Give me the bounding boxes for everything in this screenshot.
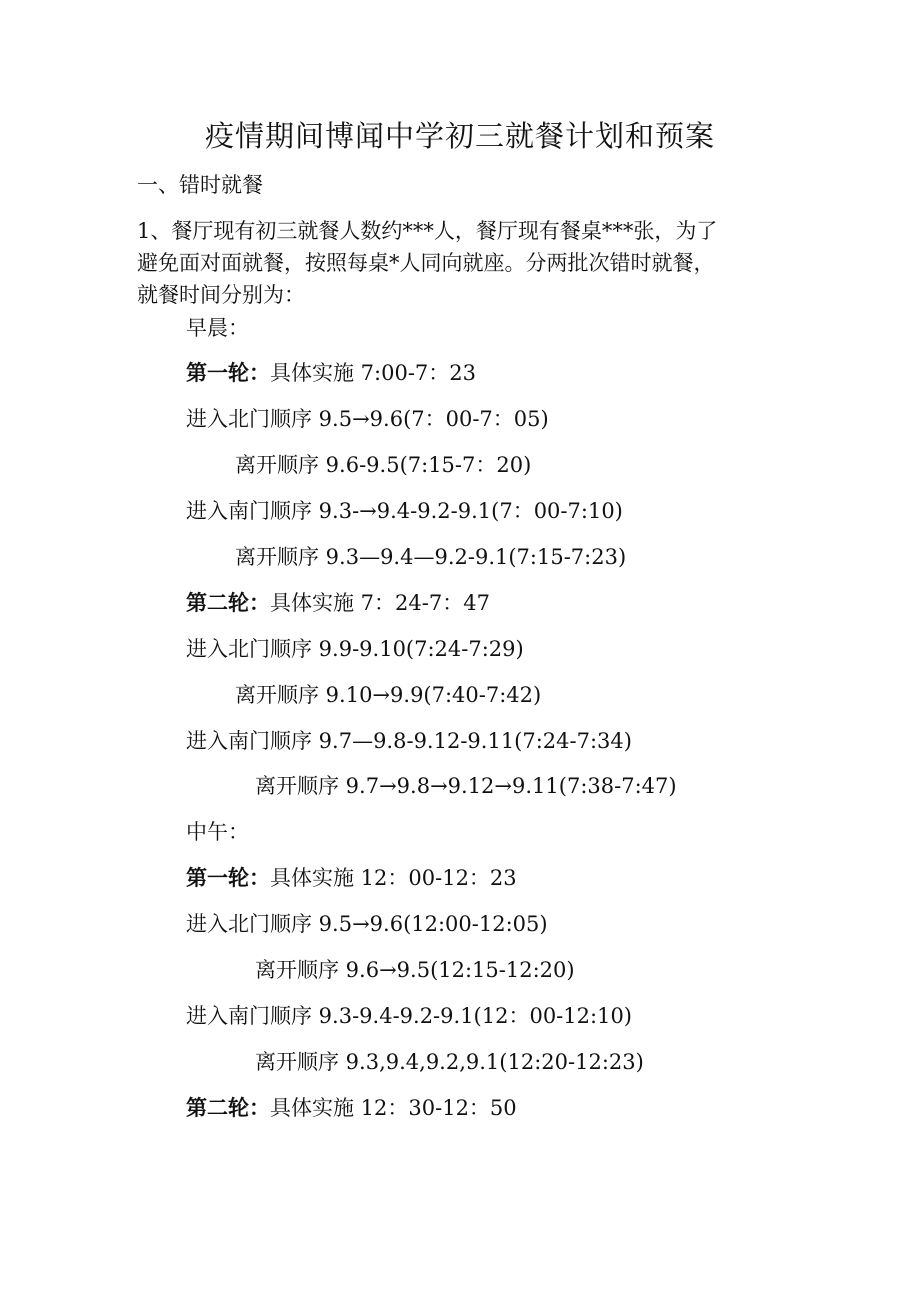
noon-round2-label: 第二轮： xyxy=(186,1095,270,1120)
morning-round1-time: 具体实施 7:00-7：23 xyxy=(270,361,477,385)
noon-round1-south-out: 离开顺序 9.3,9.4,9.2,9.1(12:20-12:23) xyxy=(255,1050,644,1074)
intro-line-1: 1、餐厅现有初三就餐人数约***人，餐厅现有餐桌***张，为了 xyxy=(137,219,718,243)
noon-round1-time: 具体实施 12：00-12：23 xyxy=(270,866,517,890)
noon-round2-time: 具体实施 12：30-12：50 xyxy=(270,1096,517,1120)
morning-round2-north-in: 进入北门顺序 9.9-9.10(7:24-7:29) xyxy=(186,637,524,661)
noon-round1-line xyxy=(186,863,517,893)
morning-round2-time: 具体实施 7：24-7：47 xyxy=(270,591,490,615)
intro-line-3: 就餐时间分别为： xyxy=(137,283,305,307)
morning-round1-label: 第一轮： xyxy=(186,360,270,385)
morning-round2-line xyxy=(186,588,490,618)
morning-round1-north-in: 进入北门顺序 9.5→9.6(7：00-7：05) xyxy=(186,407,549,431)
morning-round1-south-out: 离开顺序 9.3—9.4—9.2-9.1(7:15-7:23) xyxy=(235,545,627,569)
morning-round2-label: 第二轮： xyxy=(186,590,270,615)
section-heading: 一、错时就餐 xyxy=(137,173,263,197)
noon-round1-north-in: 进入北门顺序 9.5→9.6(12:00-12:05) xyxy=(186,912,548,936)
morning-round2-south-in: 进入南门顺序 9.7—9.8-9.12-9.11(7:24-7:34) xyxy=(186,729,632,753)
morning-round1-south-in: 进入南门顺序 9.3-→9.4-9.2-9.1(7：00-7:10) xyxy=(186,499,623,523)
noon-label: 中午： xyxy=(186,820,249,844)
morning-label: 早晨： xyxy=(186,316,249,340)
noon-round1-label: 第一轮： xyxy=(186,865,270,890)
noon-round1-north-out: 离开顺序 9.6→9.5(12:15-12:20) xyxy=(255,958,575,982)
noon-round2-line xyxy=(186,1093,517,1123)
morning-round1-north-out: 离开顺序 9.6-9.5(7:15-7：20) xyxy=(235,453,532,477)
document-title: 疫情期间博闻中学初三就餐计划和预案 xyxy=(204,119,715,153)
noon-round1-south-in: 进入南门顺序 9.3-9.4-9.2-9.1(12：00-12:10) xyxy=(186,1004,632,1028)
morning-round2-south-out: 离开顺序 9.7→9.8→9.12→9.11(7:38-7:47) xyxy=(255,774,677,798)
morning-round1-line xyxy=(186,358,476,388)
morning-round2-north-out: 离开顺序 9.10→9.9(7:40-7:42) xyxy=(235,683,542,707)
intro-line-2: 避免面对面就餐，按照每桌*人同向就座。分两批次错时就餐， xyxy=(137,251,715,275)
